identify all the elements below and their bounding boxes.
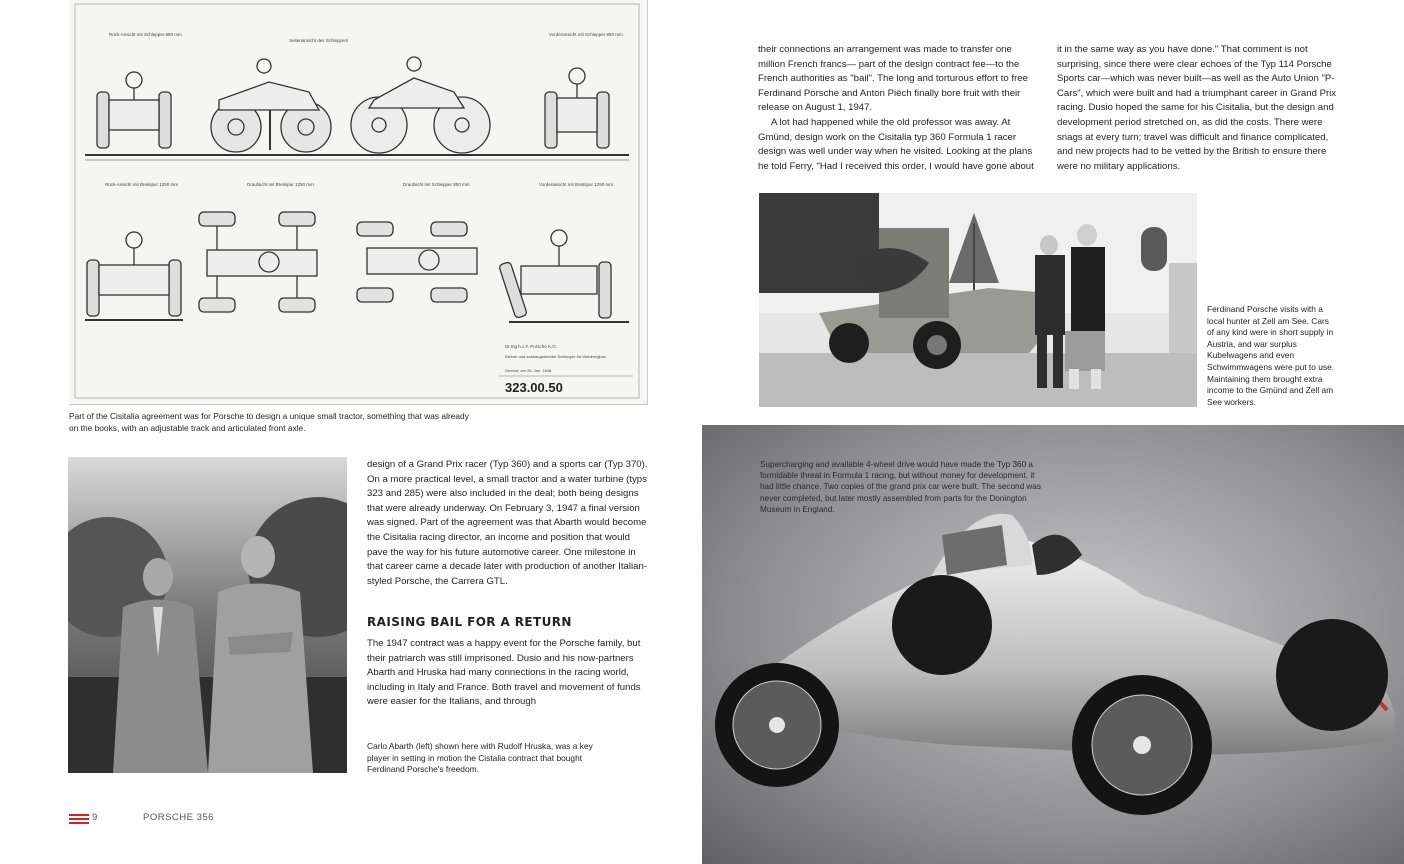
blueprint-label: Rück-Ansicht mit Schlepper 850 mm xyxy=(109,32,182,37)
body-paragraph: design of a Grand Prix racer (Typ 360) and a sports car (Typ 370). On a more practical level, a small tractor and a water turbine (typs 323 and 285) were also included in the deal; both being designs that were already underway. On February 3, 1947 a final version was signed. Part of the agreement was that Abarth would become the Cisitalia racing director, an income and position that would pave the way for his future automotive career. One milestone in that career came a decade later with production of another Italian-styled Porsche, the Carrera GTL. xyxy=(367,459,648,587)
folio-stripes xyxy=(69,814,89,826)
blueprint-label: Seitenansicht des Schleppers xyxy=(289,38,349,43)
right-body-column-1 xyxy=(758,43,1040,174)
body-paragraph: their connections an arrangement was made to transfer one million French francs— part of the design contract fee—to the French authorities as "bail". The long and torturous effort to free Ferdinand Porsche and Anton Piëch finally bore fruit with their release on August 1, 1947. xyxy=(758,44,1028,114)
body-paragraph: it in the same way as you have done." That comment is not surprising, since there were clear echoes of the Typ 114 Porsche Sports car—which was never built—as well as the Auto Union "P-Cars", which were built and had a triumphant career in Grand Prix racing. Dusio hoped the same for his Cisitalia, but the design and development period stretched on, as did the costs. There were snags at every turn; travel was difficult and finance complicated, and new projects had to be vetted by the British to ensure there were no military applications. xyxy=(1057,44,1337,172)
blueprint-label: Draufsicht mit Breitspur 1250 mm xyxy=(247,182,314,187)
blueprint-label: Draufsicht mit Schlepper 850 mm xyxy=(403,182,470,187)
right-body-column-2 xyxy=(1057,43,1339,174)
left-body-column xyxy=(367,458,649,589)
drawing-number: 323.00.50 xyxy=(505,380,563,395)
blueprint-label: Rück-Ansicht mit Breitspur 1250 mm xyxy=(105,182,179,187)
blueprint-caption: Part of the Cisitalia agreement was for Porsche to design a unique small tractor, something that was already on the books, with an adjustable track and articulated front axle. xyxy=(69,411,469,433)
page-number: 9 xyxy=(92,812,98,823)
blueprint-title-line: Gmünd, am 26. Jan. 1948 xyxy=(505,368,552,373)
racer-photo-caption: Supercharging and available 4-wheel drive would have made the Typ 360 a formidable threat in Formula 1 racing, but without money for development, it had little chance. Two copies of the grand prix car were built. The second was never completed, but later mostly assembled from parts for the Donington Museum in England. xyxy=(760,460,1041,514)
hunter-photo-caption: Ferdinand Porsche visits with a local hunter at Zell am See. Cars of any kind were in short supply in Austria, and war surplus Kubelwagens and even Schwimmwagens were put to use. Maintaining them brought extra income to the Gmünd and Zell am See workers. xyxy=(1207,304,1335,407)
hunter-vehicle-photo xyxy=(759,193,1197,407)
blueprint-label: Vorderansicht mit Breitspur 1250 mm xyxy=(539,182,614,187)
abarth-hruska-photo xyxy=(68,457,347,773)
book-title: PORSCHE 356 xyxy=(143,812,214,823)
body-paragraph: A lot had happened while the old professor was away. At Gmünd, design work on the Cisitalia typ 360 Formula 1 racer design was well under way when he visited. Looking at the plans he told Ferry, "Had I received this order, I would have gone about xyxy=(758,116,1034,172)
abarth-photo-caption: Carlo Abarth (left) shown here with Rudolf Hruska, was a key player in setting in motion the Cistalia contract that bought Ferdinand Porsche's freedom. xyxy=(367,741,593,775)
body-paragraph: The 1947 contract was a happy event for the Porsche family, but their patriarch was still imprisoned. Dusio and his now-partners Abarth and Hruska had many connections in the racing world, including in Italy and France. Both travel and movement of funds were easier for the Italians, and through xyxy=(367,638,641,708)
blueprint-title-line: Dr.Ing.h.c.F. Porsche K.G. xyxy=(505,344,558,349)
blueprint-label: Vorderansicht mit Schlepper 850 mm xyxy=(549,32,623,37)
section-heading: RAISING BAIL FOR A RETURN xyxy=(367,615,572,629)
heading-paragraph-column xyxy=(367,637,649,710)
blueprint-title-line: Kleiner und ausbaugerechter Schlepper für Weinbergbau xyxy=(505,354,607,359)
tractor-blueprint-image xyxy=(69,0,648,405)
